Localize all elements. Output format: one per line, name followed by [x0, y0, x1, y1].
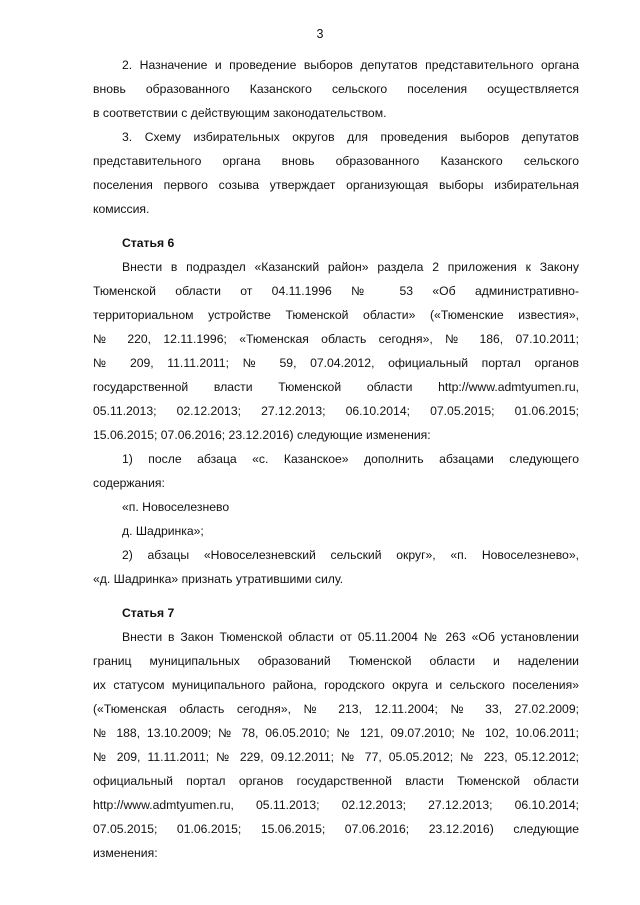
- paragraph-line: вновь образованного Казанского сельского поселения осуществляется: [93, 82, 579, 96]
- paragraph-line: Тюменской области от 04.11.1996 № 53 «Об административно-: [93, 284, 579, 298]
- paragraph-line: № 188, 13.10.2009; № 78, 06.05.2010; № 121, 09.07.2010; № 102, 10.06.2011;: [93, 726, 579, 740]
- paragraph-line: 05.11.2013; 02.12.2013; 27.12.2013; 06.10.2014; 07.05.2015; 01.06.2015;: [93, 404, 579, 418]
- paragraph-line: поселения первого созыва утверждает организующая выборы избирательная: [93, 178, 579, 192]
- paragraph-line: 2. Назначение и проведение выборов депутатов представительного органа: [122, 58, 579, 72]
- paragraph-line: 1) после абзаца «с. Казанское» дополнить абзацами следующего: [122, 452, 579, 466]
- paragraph-line: территориальном устройстве Тюменской области» («Тюменские известия»,: [93, 308, 579, 322]
- paragraph-line: 07.05.2015; 01.06.2015; 15.06.2015; 07.06.2016; 23.12.2016) следующие: [93, 822, 579, 836]
- paragraph-line: № 209, 11.11.2011; № 59, 07.04.2012, официальный портал органов: [93, 356, 579, 370]
- paragraph-line: границ муниципальных образований Тюменской области и наделении: [93, 654, 579, 668]
- paragraph-line: Внести в Закон Тюменской области от 05.11.2004 № 263 «Об установлении: [122, 630, 579, 644]
- paragraph-line: представительного органа вновь образованного Казанского сельского: [93, 154, 579, 168]
- paragraph-line: изменения:: [93, 846, 158, 860]
- paragraph-line: Внести в подраздел «Казанский район» раздела 2 приложения к Закону: [122, 260, 579, 274]
- paragraph-line: д. Шадринка»;: [122, 524, 204, 538]
- paragraph-line: в соответствии с действующим законодательством.: [93, 106, 387, 120]
- paragraph-line: комиссия.: [93, 202, 150, 216]
- article-heading: Статья 6: [122, 236, 175, 250]
- paragraph-line: государственной власти Тюменской области http://www.admtyumen.ru,: [93, 380, 579, 394]
- paragraph-line: http://www.admtyumen.ru, 05.11.2013; 02.12.2013; 27.12.2013; 06.10.2014;: [93, 798, 579, 812]
- paragraph-line: содержания:: [93, 476, 165, 490]
- paragraph-line: 3. Схему избирательных округов для проведения выборов депутатов: [122, 130, 579, 144]
- paragraph-line: № 220, 12.11.1996; «Тюменская область сегодня», № 186, 07.10.2011;: [93, 332, 579, 346]
- paragraph-line: официальный портал органов государственной власти Тюменской области: [93, 774, 579, 788]
- paragraph-line: «д. Шадринка» признать утратившими силу.: [93, 572, 344, 586]
- paragraph-line: «п. Новоселезнево: [122, 500, 230, 514]
- article-heading: Статья 7: [122, 606, 175, 620]
- page-number: 3: [316, 27, 324, 41]
- paragraph-line: их статусом муниципального района, городского округа и сельского поселения»: [93, 678, 579, 692]
- paragraph-line: № 209, 11.11.2011; № 229, 09.12.2011; № 77, 05.05.2012; № 223, 05.12.2012;: [93, 750, 579, 764]
- paragraph-line: («Тюменская область сегодня», № 213, 12.11.2004; № 33, 27.02.2009;: [93, 702, 579, 716]
- paragraph-line: 2) абзацы «Новоселезневский сельский округ», «п. Новоселезнево»,: [122, 548, 579, 562]
- paragraph-line: 15.06.2015; 07.06.2016; 23.12.2016) следующие изменения:: [93, 428, 431, 442]
